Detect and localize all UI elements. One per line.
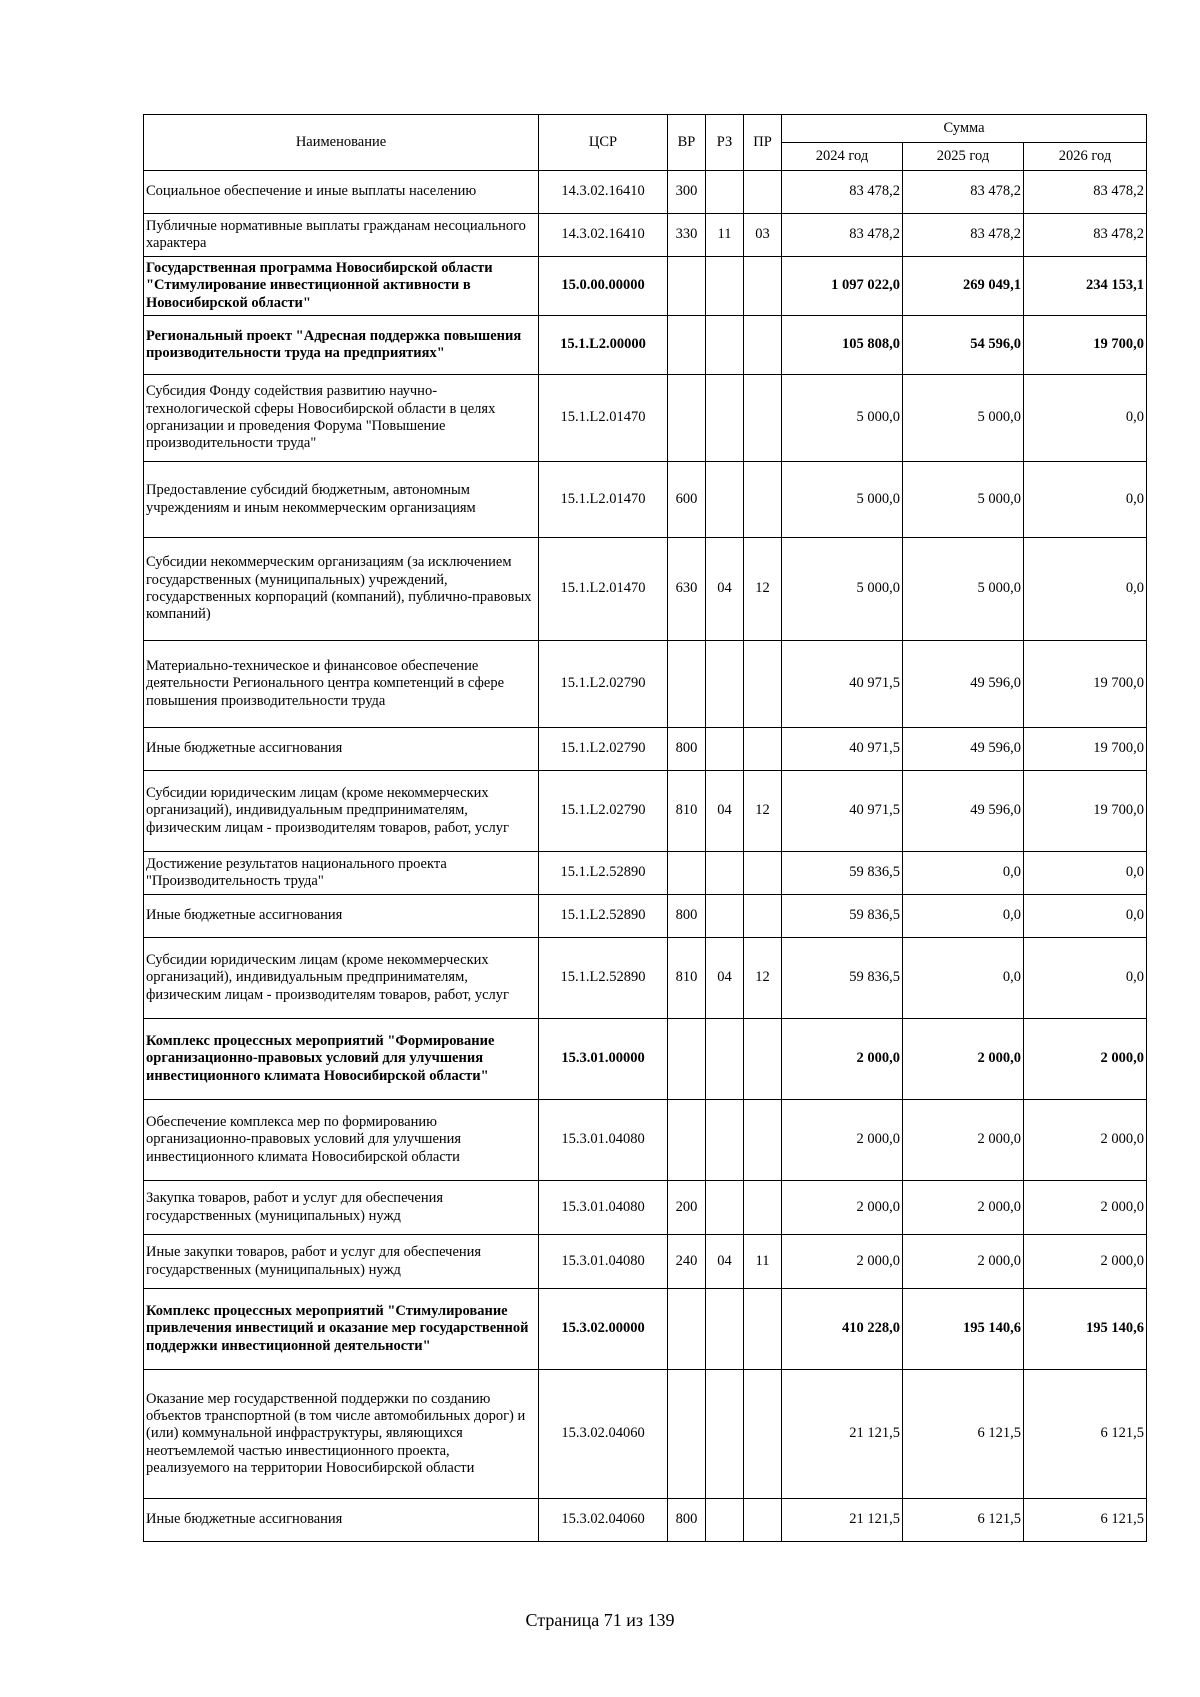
row-vr: 240 <box>668 1235 706 1289</box>
table-row <box>144 938 1147 1019</box>
row-sum-2026: 234 153,1 <box>1024 257 1147 316</box>
row-rz <box>706 728 744 771</box>
row-vr: 330 <box>668 214 706 257</box>
row-sum-2026: 83 478,2 <box>1024 214 1147 257</box>
table-body <box>144 171 1147 1542</box>
row-csr: 15.3.02.04060 <box>539 1370 668 1499</box>
row-rz <box>706 1499 744 1542</box>
table-header <box>144 115 1147 171</box>
row-pr <box>744 171 782 214</box>
row-sum-2025: 2 000,0 <box>903 1019 1024 1100</box>
row-sum-2024: 410 228,0 <box>782 1289 903 1370</box>
row-name: Комплекс процессных мероприятий "Стимулирование привлечения инвестиций и оказание мер государственной поддержки инвестиционной деятельности" <box>144 1289 539 1370</box>
row-rz <box>706 257 744 316</box>
table-row <box>144 1019 1147 1100</box>
row-rz <box>706 895 744 938</box>
header-pr: ПР <box>744 115 782 171</box>
row-vr <box>668 375 706 462</box>
row-name: Субсидии юридическим лицам (кроме некоммерческих организаций), индивидуальным предпринимателям, физическим лицам - производителям товаров, работ, услуг <box>144 771 539 852</box>
row-sum-2026: 2 000,0 <box>1024 1100 1147 1181</box>
row-rz <box>706 1289 744 1370</box>
row-sum-2026: 19 700,0 <box>1024 316 1147 375</box>
row-sum-2024: 21 121,5 <box>782 1370 903 1499</box>
row-vr: 200 <box>668 1181 706 1235</box>
row-rz <box>706 171 744 214</box>
row-sum-2026: 19 700,0 <box>1024 641 1147 728</box>
row-vr: 810 <box>668 771 706 852</box>
row-sum-2025: 6 121,5 <box>903 1370 1024 1499</box>
row-sum-2025: 5 000,0 <box>903 538 1024 641</box>
row-name: Закупка товаров, работ и услуг для обеспечения государственных (муниципальных) нужд <box>144 1181 539 1235</box>
table-row <box>144 1100 1147 1181</box>
row-pr <box>744 728 782 771</box>
row-sum-2024: 2 000,0 <box>782 1019 903 1100</box>
table-row <box>144 538 1147 641</box>
table-row <box>144 462 1147 538</box>
row-sum-2024: 2 000,0 <box>782 1100 903 1181</box>
table-row <box>144 895 1147 938</box>
row-csr: 15.1.L2.01470 <box>539 538 668 641</box>
header-rz: РЗ <box>706 115 744 171</box>
row-name: Иные бюджетные ассигнования <box>144 1499 539 1542</box>
table-row <box>144 375 1147 462</box>
row-sum-2025: 5 000,0 <box>903 462 1024 538</box>
row-pr <box>744 316 782 375</box>
row-sum-2026: 0,0 <box>1024 462 1147 538</box>
row-sum-2025: 269 049,1 <box>903 257 1024 316</box>
row-vr: 630 <box>668 538 706 641</box>
row-vr <box>668 1100 706 1181</box>
row-sum-2026: 83 478,2 <box>1024 171 1147 214</box>
row-name: Субсидия Фонду содействия развитию научно-технологической сферы Новосибирской области в целях организации и проведения Форума "Повышение производительности труда" <box>144 375 539 462</box>
row-csr: 15.0.00.00000 <box>539 257 668 316</box>
row-pr <box>744 257 782 316</box>
row-csr: 15.3.02.04060 <box>539 1499 668 1542</box>
row-sum-2025: 2 000,0 <box>903 1235 1024 1289</box>
row-csr: 15.3.01.04080 <box>539 1235 668 1289</box>
row-sum-2024: 59 836,5 <box>782 852 903 895</box>
row-rz <box>706 462 744 538</box>
row-name: Иные бюджетные ассигнования <box>144 895 539 938</box>
table-row <box>144 1235 1147 1289</box>
row-sum-2024: 40 971,5 <box>782 771 903 852</box>
row-sum-2025: 83 478,2 <box>903 214 1024 257</box>
row-csr: 15.1.L2.00000 <box>539 316 668 375</box>
row-csr: 14.3.02.16410 <box>539 214 668 257</box>
row-sum-2025: 5 000,0 <box>903 375 1024 462</box>
header-sum: Сумма <box>782 115 1147 143</box>
page-number: Страница 71 из 139 <box>525 1610 675 1630</box>
row-sum-2024: 2 000,0 <box>782 1181 903 1235</box>
row-sum-2026: 0,0 <box>1024 538 1147 641</box>
row-sum-2024: 40 971,5 <box>782 728 903 771</box>
row-vr: 800 <box>668 728 706 771</box>
row-pr <box>744 1100 782 1181</box>
row-sum-2025: 49 596,0 <box>903 728 1024 771</box>
row-csr: 14.3.02.16410 <box>539 171 668 214</box>
row-sum-2024: 1 097 022,0 <box>782 257 903 316</box>
row-rz <box>706 1181 744 1235</box>
row-sum-2026: 6 121,5 <box>1024 1499 1147 1542</box>
table-row <box>144 171 1147 214</box>
row-pr: 12 <box>744 538 782 641</box>
table-row <box>144 1181 1147 1235</box>
row-sum-2024: 5 000,0 <box>782 375 903 462</box>
row-pr: 12 <box>744 771 782 852</box>
row-name: Предоставление субсидий бюджетным, автономным учреждениям и иным некоммерческим организациям <box>144 462 539 538</box>
row-name: Публичные нормативные выплаты гражданам несоциального характера <box>144 214 539 257</box>
row-sum-2025: 195 140,6 <box>903 1289 1024 1370</box>
row-pr <box>744 852 782 895</box>
row-csr: 15.1.L2.52890 <box>539 895 668 938</box>
row-csr: 15.3.01.04080 <box>539 1181 668 1235</box>
row-rz: 04 <box>706 1235 744 1289</box>
row-sum-2026: 2 000,0 <box>1024 1019 1147 1100</box>
row-vr <box>668 1019 706 1100</box>
row-sum-2024: 21 121,5 <box>782 1499 903 1542</box>
row-sum-2025: 6 121,5 <box>903 1499 1024 1542</box>
row-vr <box>668 1289 706 1370</box>
row-pr <box>744 641 782 728</box>
table-row <box>144 641 1147 728</box>
row-sum-2025: 83 478,2 <box>903 171 1024 214</box>
row-rz: 04 <box>706 771 744 852</box>
row-vr <box>668 257 706 316</box>
row-sum-2025: 0,0 <box>903 895 1024 938</box>
row-pr <box>744 1181 782 1235</box>
row-csr: 15.1.L2.02790 <box>539 641 668 728</box>
row-sum-2024: 59 836,5 <box>782 895 903 938</box>
row-name: Достижение результатов национального проекта "Производительность труда" <box>144 852 539 895</box>
header-2025: 2025 год <box>903 143 1024 171</box>
row-name: Социальное обеспечение и иные выплаты населению <box>144 171 539 214</box>
table-row <box>144 214 1147 257</box>
row-sum-2026: 19 700,0 <box>1024 771 1147 852</box>
table-row <box>144 1370 1147 1499</box>
row-sum-2024: 83 478,2 <box>782 214 903 257</box>
row-rz <box>706 375 744 462</box>
row-name: Субсидии юридическим лицам (кроме некоммерческих организаций), индивидуальным предпринимателям, физическим лицам - производителям товаров, работ, услуг <box>144 938 539 1019</box>
row-vr: 800 <box>668 895 706 938</box>
row-name: Иные бюджетные ассигнования <box>144 728 539 771</box>
row-pr <box>744 375 782 462</box>
row-rz <box>706 641 744 728</box>
row-sum-2024: 59 836,5 <box>782 938 903 1019</box>
row-sum-2024: 5 000,0 <box>782 538 903 641</box>
header-csr: ЦСР <box>539 115 668 171</box>
row-sum-2026: 0,0 <box>1024 938 1147 1019</box>
row-sum-2026: 195 140,6 <box>1024 1289 1147 1370</box>
row-sum-2026: 6 121,5 <box>1024 1370 1147 1499</box>
row-sum-2025: 0,0 <box>903 852 1024 895</box>
row-pr <box>744 895 782 938</box>
row-csr: 15.3.02.00000 <box>539 1289 668 1370</box>
header-name: Наименование <box>144 115 539 171</box>
row-rz <box>706 1019 744 1100</box>
row-sum-2025: 54 596,0 <box>903 316 1024 375</box>
row-csr: 15.1.L2.01470 <box>539 375 668 462</box>
row-sum-2026: 0,0 <box>1024 895 1147 938</box>
row-sum-2024: 40 971,5 <box>782 641 903 728</box>
row-vr <box>668 852 706 895</box>
table-row <box>144 771 1147 852</box>
row-vr: 810 <box>668 938 706 1019</box>
row-pr <box>744 1370 782 1499</box>
row-sum-2025: 0,0 <box>903 938 1024 1019</box>
row-name: Материально-техническое и финансовое обеспечение деятельности Регионального центра компетенций в сфере повышения производительности труда <box>144 641 539 728</box>
row-vr: 800 <box>668 1499 706 1542</box>
table-row <box>144 257 1147 316</box>
row-vr: 600 <box>668 462 706 538</box>
row-rz <box>706 1370 744 1499</box>
table-row <box>144 316 1147 375</box>
row-vr <box>668 641 706 728</box>
row-sum-2026: 2 000,0 <box>1024 1235 1147 1289</box>
row-pr <box>744 1019 782 1100</box>
row-pr <box>744 462 782 538</box>
table-row <box>144 1289 1147 1370</box>
row-rz: 04 <box>706 938 744 1019</box>
row-pr: 11 <box>744 1235 782 1289</box>
table-row <box>144 1499 1147 1542</box>
row-csr: 15.1.L2.52890 <box>539 852 668 895</box>
row-pr: 03 <box>744 214 782 257</box>
row-name: Региональный проект "Адресная поддержка повышения производительности труда на предприятиях" <box>144 316 539 375</box>
row-sum-2026: 0,0 <box>1024 375 1147 462</box>
row-rz <box>706 1100 744 1181</box>
row-sum-2024: 2 000,0 <box>782 1235 903 1289</box>
row-csr: 15.1.L2.02790 <box>539 728 668 771</box>
row-sum-2025: 49 596,0 <box>903 641 1024 728</box>
row-name: Иные закупки товаров, работ и услуг для обеспечения государственных (муниципальных) нужд <box>144 1235 539 1289</box>
row-sum-2026: 0,0 <box>1024 852 1147 895</box>
row-csr: 15.1.L2.52890 <box>539 938 668 1019</box>
row-csr: 15.3.01.04080 <box>539 1100 668 1181</box>
budget-table <box>143 114 1147 1542</box>
row-vr <box>668 316 706 375</box>
row-vr <box>668 1370 706 1499</box>
table-row <box>144 852 1147 895</box>
row-sum-2024: 83 478,2 <box>782 171 903 214</box>
row-name: Государственная программа Новосибирской области "Стимулирование инвестиционной активности в Новосибирской области" <box>144 257 539 316</box>
header-2024: 2024 год <box>782 143 903 171</box>
row-name: Обеспечение комплекса мер по формированию организационно-правовых условий для улучшения инвестиционного климата Новосибирской области <box>144 1100 539 1181</box>
row-sum-2024: 105 808,0 <box>782 316 903 375</box>
row-csr: 15.1.L2.01470 <box>539 462 668 538</box>
row-sum-2025: 2 000,0 <box>903 1100 1024 1181</box>
row-sum-2026: 19 700,0 <box>1024 728 1147 771</box>
header-2026: 2026 год <box>1024 143 1147 171</box>
row-pr <box>744 1289 782 1370</box>
row-rz: 11 <box>706 214 744 257</box>
row-pr <box>744 1499 782 1542</box>
header-vr: ВР <box>668 115 706 171</box>
row-sum-2026: 2 000,0 <box>1024 1181 1147 1235</box>
table-row <box>144 728 1147 771</box>
row-vr: 300 <box>668 171 706 214</box>
row-rz <box>706 316 744 375</box>
row-name: Оказание мер государственной поддержки по созданию объектов транспортной (в том числе автомобильных дорог) и (или) коммунальной инфраструктуры, являющихся неотъемлемой частью инвестиционного проекта, реализуемого на территории Новосибирской области <box>144 1370 539 1499</box>
row-sum-2025: 49 596,0 <box>903 771 1024 852</box>
row-rz <box>706 852 744 895</box>
row-csr: 15.1.L2.02790 <box>539 771 668 852</box>
row-pr: 12 <box>744 938 782 1019</box>
row-sum-2025: 2 000,0 <box>903 1181 1024 1235</box>
row-csr: 15.3.01.00000 <box>539 1019 668 1100</box>
row-name: Субсидии некоммерческим организациям (за исключением государственных (муниципальных) учреждений, государственных корпораций (компаний), публично-правовых компаний) <box>144 538 539 641</box>
row-rz: 04 <box>706 538 744 641</box>
row-name: Комплекс процессных мероприятий "Формирование организационно-правовых условий для улучшения инвестиционного климата Новосибирской области" <box>144 1019 539 1100</box>
row-sum-2024: 5 000,0 <box>782 462 903 538</box>
